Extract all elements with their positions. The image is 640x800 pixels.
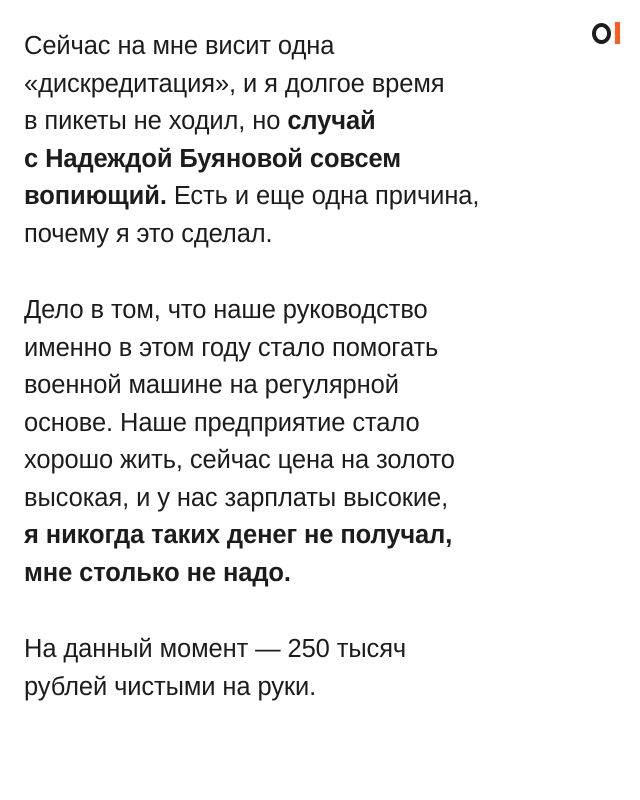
bold-text-run: вопиющий.	[24, 182, 167, 210]
ovd-info-logo-icon	[592, 22, 620, 44]
bold-text-run: я никогда таких денег не получал,	[24, 521, 453, 549]
text-line	[24, 555, 564, 593]
text-run: высокая, и у нас зарплаты высокие,	[24, 483, 449, 512]
text-line	[24, 442, 564, 480]
paragraph-2	[24, 292, 564, 592]
text-line	[24, 141, 564, 179]
text-line	[24, 517, 564, 555]
paragraph-1	[24, 28, 564, 253]
text-line	[24, 405, 564, 443]
text-line	[24, 178, 564, 216]
logo-circle-shape	[592, 23, 611, 44]
bold-text-run: случай	[287, 107, 376, 135]
text-line	[24, 631, 564, 669]
text-line	[24, 330, 564, 368]
text-run: На данный момент — 250 тысяч	[24, 635, 407, 663]
bold-text-run: с Надеждой Буяновой совсем	[24, 144, 401, 173]
text-run: основе. Наше предприятие стало	[24, 408, 420, 437]
text-line	[24, 480, 564, 518]
text-run: рублей чистыми на руки.	[24, 672, 317, 701]
text-run: в пикеты не ходил, но	[24, 107, 288, 135]
text-run: военной машине на регулярной	[24, 371, 399, 399]
paragraph-3	[24, 631, 564, 706]
text-run: Сейчас на мне висит одна	[24, 32, 335, 60]
bold-text-run: мне столько не надо.	[24, 558, 291, 587]
text-run: почему я это сделал.	[24, 219, 273, 248]
text-line	[24, 669, 564, 707]
quote-article	[24, 28, 564, 745]
text-line	[24, 216, 564, 254]
text-line	[24, 28, 564, 66]
text-run: Есть и еще одна причина,	[166, 182, 480, 210]
text-run: «дискредитация», и я долгое время	[24, 69, 445, 98]
text-line	[24, 367, 564, 405]
text-run: именно в этом году стало помогать	[24, 333, 439, 362]
text-line	[24, 292, 564, 330]
text-run: Дело в том, что наше руководство	[24, 296, 428, 324]
logo-bar-shape	[615, 22, 620, 44]
text-line	[24, 66, 564, 104]
text-run: хорошо жить, сейчас цена на золото	[24, 446, 455, 474]
text-line	[24, 103, 564, 141]
